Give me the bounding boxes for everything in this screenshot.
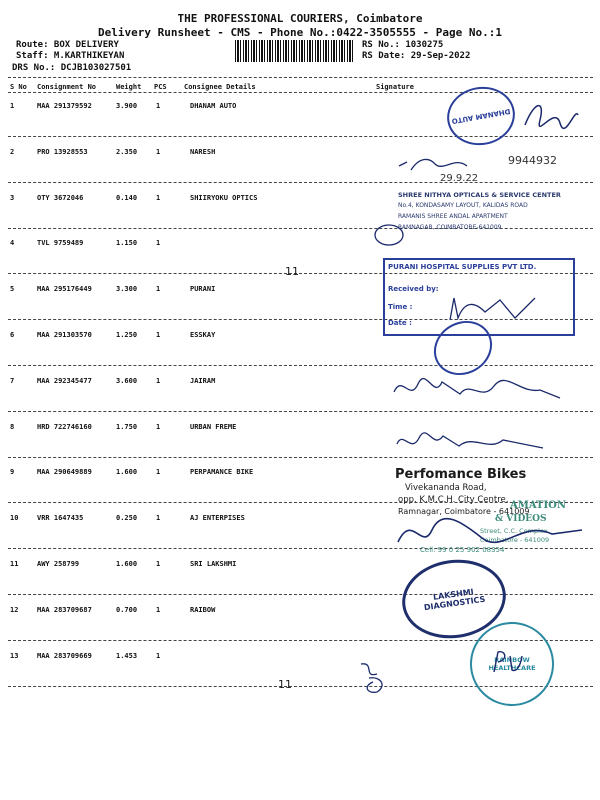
row-consignment-no: PRO 13928553 [37, 148, 88, 156]
purani-stamp: PURANI HOSPITAL SUPPLIES PVT LTD. Received by: Time : Date : [383, 258, 575, 336]
row-divider [8, 411, 593, 412]
row-divider [8, 182, 593, 183]
mark-eleven-row4: 11 [285, 265, 299, 278]
row-consignment-no: MAA 290649889 [37, 468, 92, 476]
row-weight: 0.250 [116, 514, 138, 522]
row-weight: 0.700 [116, 606, 138, 614]
route-label: Route: BOX DELIVERY [16, 40, 119, 50]
header-bottom-rule [8, 92, 593, 93]
row-sno: 1 [10, 102, 15, 110]
row-consignment-no: MAA 283709687 [37, 606, 92, 614]
lakshmi-diagnostics-stamp: LAKSHMI DIAGNOSTICS [397, 553, 511, 645]
animation-stamp-line3: Street, C.C. Complex [480, 527, 548, 535]
row-pcs: 1 [156, 148, 161, 156]
row-consignee: SRI LAKSHMI [190, 560, 237, 568]
signature-scrawl-9 [490, 648, 530, 678]
runsheet-subtitle: Delivery Runsheet - CMS - Phone No.:0422-3505555 - Page No.:1 [98, 26, 502, 39]
col-pcs: PCS [154, 83, 167, 91]
staff-label: Staff: M.KARTHIKEYAN [16, 51, 125, 61]
barcode [235, 40, 355, 62]
row-consignee: SHIIRYOKU OPTICS [190, 194, 258, 202]
rs-date: RS Date: 29-Sep-2022 [362, 51, 471, 61]
row-sno: 3 [10, 194, 15, 202]
row-pcs: 1 [156, 606, 161, 614]
signature-scrawl-7 [392, 512, 592, 552]
row-consignment-no: AWY 258799 [37, 560, 80, 568]
animation-stamp-line2: & VIDEOS [495, 514, 547, 524]
row-pcs: 1 [156, 331, 161, 339]
row-sno: 12 [10, 606, 19, 614]
row-consignment-no: MAA 295176449 [37, 285, 92, 293]
row-pcs: 1 [156, 102, 161, 110]
row-consignment-no: MAA 291379592 [37, 102, 92, 110]
col-consignee: Consignee Details [184, 83, 256, 91]
performance-stamp-line2: Vivekananda Road, [405, 483, 487, 493]
signature-scrawl-8 [355, 660, 395, 696]
col-weight: Weight [116, 83, 142, 91]
row-weight: 2.350 [116, 148, 138, 156]
row-consignment-no: VRR 1647435 [37, 514, 84, 522]
row-sno: 11 [10, 560, 19, 568]
drs-number: DRS No.: DCJB103027501 [12, 63, 132, 73]
row-pcs: 1 [156, 514, 161, 522]
performance-stamp-line1: Perfomance Bikes [395, 467, 527, 482]
mark-eleven-row13: 11 [278, 678, 292, 691]
optics-stamp-line1: SHREE NITHYA OPTICALS & SERVICE CENTER [398, 191, 561, 199]
performance-stamp-line3: opp. K.M.C.H. City Centre, [398, 495, 509, 505]
row-weight: 3.600 [116, 377, 138, 385]
row-pcs: 1 [156, 285, 161, 293]
row-weight: 0.140 [116, 194, 138, 202]
document-title: THE PROFESSIONAL COURIERS, Coimbatore [177, 12, 423, 25]
row-sno: 5 [10, 285, 15, 293]
optics-stamp-line2: No.4, KONDASAMY LAYOUT, KALIDAS ROAD [398, 202, 528, 209]
date-scrawl: 29.9.22 [440, 173, 479, 184]
dhanam-stamp: DHANAM AUTO [442, 82, 519, 151]
row-pcs: 1 [156, 560, 161, 568]
rs-number: RS No.: 1030275 [362, 40, 444, 50]
phone-scrawl: 9944932 [508, 154, 557, 167]
optics-stamp-line3: RAMANIS SHREE ANDAL APARTMENT [398, 213, 508, 220]
row-pcs: 1 [156, 377, 161, 385]
row-consignee: RAIBOW [190, 606, 216, 614]
row-consignee: ESSKAY [190, 331, 216, 339]
row-consignment-no: HRD 722746160 [37, 423, 92, 431]
row-weight: 1.600 [116, 468, 138, 476]
performance-stamp-line4: Ramnagar, Coimbatore - 641009 [398, 507, 530, 516]
row-divider [8, 228, 593, 229]
row-consignment-no: MAA 292345477 [37, 377, 92, 385]
row-weight: 3.300 [116, 285, 138, 293]
row-consignment-no: MAA 291303570 [37, 331, 92, 339]
row-consignment-no: OTY 3672046 [37, 194, 84, 202]
row-pcs: 1 [156, 194, 161, 202]
row-consignee: NARESH [190, 148, 216, 156]
row-sno: 4 [10, 239, 15, 247]
row-pcs: 1 [156, 423, 161, 431]
row-weight: 1.750 [116, 423, 138, 431]
row-sno: 9 [10, 468, 15, 476]
row-consignee: DHANAM AUTO [190, 102, 237, 110]
row-sno: 10 [10, 514, 19, 522]
optics-stamp-line4: RAMNAGAR, COIMBATORE-641009 [398, 224, 502, 231]
row-sno: 2 [10, 148, 15, 156]
row-consignee: URBAN FREME [190, 423, 237, 431]
row-consignee: PURANI [190, 285, 216, 293]
col-signature: Signature [376, 83, 414, 91]
animation-stamp-line5: Cell: 99 0 25 902 08354 [420, 546, 505, 554]
row-consignee: PERPAMANCE BIKE [190, 468, 254, 476]
row-sno: 13 [10, 652, 19, 660]
row-consignee: AJ ENTERPISES [190, 514, 245, 522]
row-divider [8, 136, 593, 137]
signature-scrawl-5 [390, 372, 570, 408]
signature-scrawl-1 [520, 95, 580, 135]
rainbow-healthcare-stamp: RAINBOW HEALTHCARE [470, 622, 554, 706]
row-sno: 8 [10, 423, 15, 431]
row-weight: 3.900 [116, 102, 138, 110]
signature-scrawl-3 [372, 222, 406, 248]
table-top-rule [8, 77, 593, 78]
row-consignment-no: TVL 9759489 [37, 239, 84, 247]
row-pcs: 1 [156, 468, 161, 476]
animation-stamp-line4: Coimbatore - 641009 [480, 536, 550, 544]
row-consignee: JAIRAM [190, 377, 216, 385]
row-weight: 1.600 [116, 560, 138, 568]
col-sno: S No [10, 83, 27, 91]
row-consignment-no: MAA 283709669 [37, 652, 92, 660]
row-weight: 1.250 [116, 331, 138, 339]
row-sno: 6 [10, 331, 15, 339]
row-pcs: 1 [156, 239, 161, 247]
row-weight: 1.453 [116, 652, 138, 660]
col-consignment: Consignment No [37, 83, 97, 91]
row-sno: 7 [10, 377, 15, 385]
signature-scrawl-6 [393, 428, 553, 458]
row-pcs: 1 [156, 652, 161, 660]
row-weight: 1.150 [116, 239, 138, 247]
row-divider [8, 365, 593, 366]
animation-stamp-line1: AMATION [510, 500, 567, 511]
